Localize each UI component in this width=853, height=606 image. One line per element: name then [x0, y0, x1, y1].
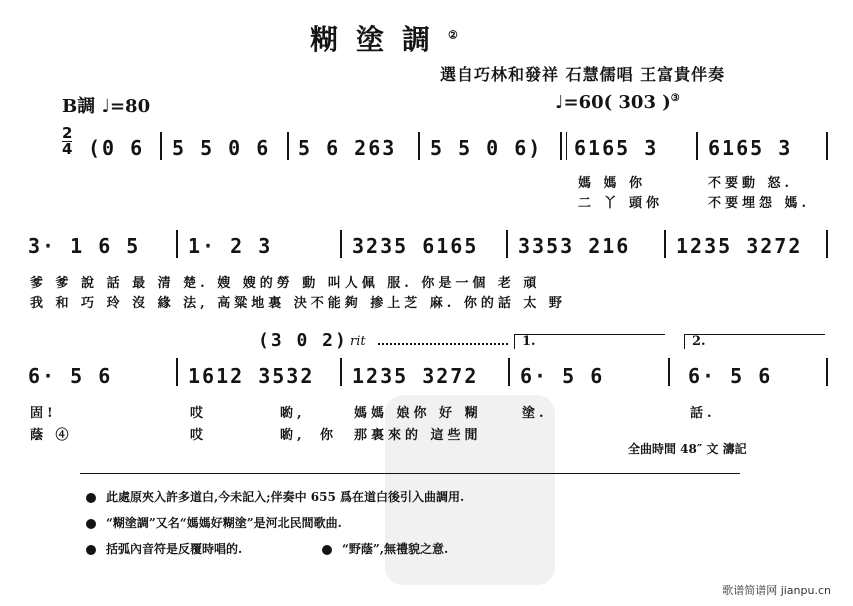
repeat-start-thin-line — [566, 132, 567, 160]
barline — [340, 358, 342, 386]
interlude-notes: (3 0 2) — [258, 330, 348, 351]
lyric-verse-1: 固! — [30, 406, 57, 421]
barline — [696, 132, 698, 160]
barline — [176, 230, 178, 258]
lyric-verse-1: 媽 媽 你 — [578, 176, 647, 191]
measure: 6· 5 6 — [688, 364, 773, 388]
footnote-marker-icon — [86, 519, 96, 529]
lyric-verse-1: 不要動 怒. — [708, 176, 794, 191]
footnote-marker-icon — [86, 545, 96, 555]
final-barline — [826, 358, 828, 386]
lyric-verse-2: 那裏來的 這些閒 — [354, 428, 482, 443]
footnote-1: 此處原夾入許多道白,今未記入;伴奏中 655 爲在道白後引入曲調用. — [86, 488, 464, 505]
measure: 5 5 0 6) — [430, 136, 543, 160]
measure: 3353 216 — [518, 234, 631, 258]
footnote-marker-icon — [322, 545, 332, 555]
lyric-verse-2: 不要埋怨 媽. — [708, 196, 811, 211]
footnote-2: “糊塗調”又名“媽媽好糊塗”是河北民間歌曲. — [86, 514, 342, 531]
footnote-marker-icon — [86, 493, 96, 503]
song-credits: 選自巧林和發祥 石慧儒唱 王富貴伴奏 — [440, 65, 726, 84]
duration-and-transcriber: 全曲時間 48″ 文 濤記 — [628, 442, 747, 456]
measure: 3235 6165 — [352, 234, 479, 258]
lyric-verse-1: 爹 爹 說 話 最 清 楚. 嫂 嫂的勞 動 叫人佩 服. 你是一個 老 頑 — [30, 276, 541, 291]
measure: 5 5 0 6 — [172, 136, 271, 160]
footnote-3: 括弧內音符是反覆時唱的. — [86, 540, 242, 557]
second-ending-label: 2. — [692, 334, 706, 349]
barline — [176, 358, 178, 386]
barline — [287, 132, 289, 160]
lyric-verse-2: 二 丫 頭你 — [578, 196, 664, 211]
barline — [664, 230, 666, 258]
barline — [506, 230, 508, 258]
lyric-verse-2: 你 — [320, 428, 338, 443]
measure: 6165 3 — [708, 136, 793, 160]
lyric-verse-2: 哎 — [190, 428, 208, 443]
lyric-verse-2: 蔭 ④ — [30, 428, 73, 443]
first-ending-bracket — [514, 334, 665, 349]
song-title: 糊塗調② — [310, 23, 458, 56]
time-signature: 2 4 — [62, 124, 73, 158]
measure: 6· 5 6 — [520, 364, 605, 388]
barline — [160, 132, 162, 160]
lyric-verse-1: 喲, — [280, 406, 306, 421]
barline — [826, 132, 828, 160]
barline — [418, 132, 420, 160]
measure: 1235 3272 — [352, 364, 479, 388]
site-watermark: 歌谱简谱网 jianpu.cn — [722, 584, 831, 597]
measure: 1235 3272 — [676, 234, 803, 258]
first-ending-label: 1. — [522, 334, 536, 349]
barline — [826, 230, 828, 258]
ritardando-mark: rit — [350, 334, 366, 349]
key-and-tempo: B調 ♩=80 — [62, 96, 151, 117]
ritardando-dotted-line — [378, 343, 508, 345]
lyric-verse-1: 哎 — [190, 406, 208, 421]
measure: 1612 3532 — [188, 364, 315, 388]
lyric-verse-2: 我 和 巧 玲 沒 緣 法, 高粱地裏 決不能夠 掺上芝 麻. 你的話 太 野 — [30, 296, 566, 311]
measure: 6165 3 — [574, 136, 659, 160]
measure: 1· 2 3 — [188, 234, 273, 258]
barline — [508, 358, 510, 386]
footnote-divider — [80, 473, 740, 474]
lyric-verse-1: 話. — [690, 406, 716, 421]
measure: 3· 1 6 5 — [28, 234, 141, 258]
tempo-change: ♩=60( 303 )③ — [555, 92, 680, 113]
measure: 5 6 263 — [298, 136, 397, 160]
barline — [340, 230, 342, 258]
lyric-verse-1: 媽媽 娘你 好 糊 — [354, 406, 482, 421]
measure: (0 6 — [88, 136, 145, 160]
lyric-verse-1: 塗. — [522, 406, 548, 421]
footnote-4: “野蔭”,無禮貌之意. — [322, 540, 448, 557]
lyric-verse-2: 喲, — [280, 428, 306, 443]
repeat-start-barline — [560, 132, 562, 160]
repeat-end-barline — [668, 358, 670, 386]
measure: 6· 5 6 — [28, 364, 113, 388]
